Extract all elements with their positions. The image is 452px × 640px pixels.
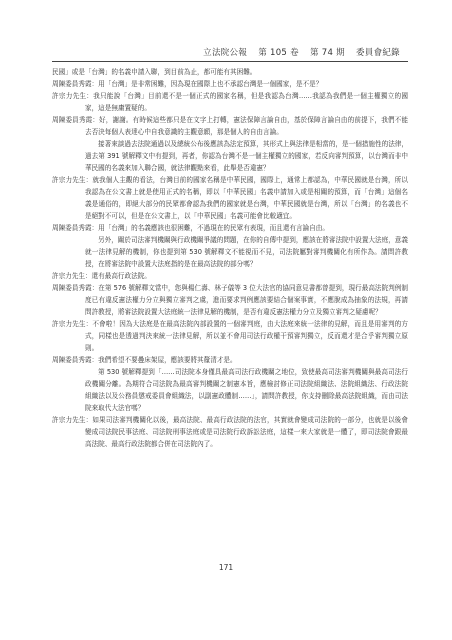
paragraph: 接著來談過去法院通過以及總統公布後應該為法定預算，其形式上與法律是相當的，是一個措施性的法律，過去第 391 號解釋文中有提到，再者，你認為台灣不是一個主權獨立的國家，若反向審判預算，以台灣而非中華民國的名義來加入聯合國，就法律觀點來看，此舉是否違憲？ [85, 140, 408, 172]
volume-number: 第 105 卷 [258, 48, 299, 58]
transcript-body [52, 66, 408, 450]
paragraph: 許宗力先生：就我個人主觀的看法，台灣目前的國家名稱是中華民國，國際上，通常上都認為，中華民國就是台灣，所以我認為在公文書上就是使用正式的名稱，即以「中華民國」名義申請加入或是相關的預算，而「台灣」這個名義是通俗的，即絕大部分的民眾都會認為我們的國家就是台灣，中華民國就是台灣，所以「台灣」的名義也不是絕對不可以，但是在公文書上，以「中華民國」名義可能會比較適宜。 [52, 176, 408, 220]
paragraph: 周陳委員秀霞：好，謝謝。有時候這些都只是在文字上打轉，憲法保障言論自由，基於保障言論自由的前提下，我們不能去否決每個人表達心中自我意識的主觀意願，那是個人的自由言論。 [52, 116, 408, 136]
paragraph: 周陳委員秀霞：我們希望不要疊床架屋，應該要將其釐清才是。 [52, 356, 237, 364]
issue-number: 第 74 期 [309, 48, 345, 58]
paragraph: 第 530 號解釋提到「……司法院本身僅具最高司法行政機關之地位，致使最高司法審判機關與最高司法行政機關分離。為期符合司法院為最高審判機關之制憲本旨，應檢討修正司法院組織法、法院組織法、行政法院組織法以及公務員懲戒委員會組織法，以副憲政體制……」，請問許教授，你支持刪除最高法院組織，而由司法院來取代大法官嗎？ [85, 368, 408, 412]
section-name: 委員會紀錄 [355, 48, 400, 58]
page-number: 171 [218, 563, 234, 572]
publication-name: 立法院公報 [203, 48, 248, 58]
paragraph: 許宗力先生：還有最高行政法院。 [52, 272, 151, 280]
paragraph: 許宗力先生：如果司法審判機關化以後，最高法院、最高行政法院的法官，其實就會變成司法院的一部分，也就是以後會變成司法院民事法庭、司法院刑事法庭或是司法院行政訴訟法庭，這樣一來大家就是一體了，即司法院會跟最高法院、最高行政法院都合併在司法院內了。 [52, 416, 408, 448]
paragraph: 周陳委員秀霞：在第 576 號解釋文當中，您與楊仁壽、林子儀等 3 位大法官的協同意見書都曾提到，現行最高法院判例制度已有違反憲法權力分立與獨立審判之虞，進而要求判例應該要結合個案事實，不應脫成為抽象的法規，再請問許教授，將審法院設置大法庭統一法律見解的機制，是否有違反憲法權力分立及獨立審判之疑慮呢？ [52, 284, 408, 316]
paragraph: 民國」或是「台灣」的名義申請入聯，到目前為止，都可能有其困難。 [52, 68, 257, 76]
page-header [195, 46, 400, 58]
paragraph: 另外，關於司法審判機關與行政機關爭議的問題，在你的自傳中提到，應該在將審法院中設置大法庭，意義就一法律見解的機制，你也提到第 530 號解釋文不能視而不見，司法院屬對審判機關化有所作為。請問許教授，在將審法院中設置大法庭指的是在最高法院的部分嗎？ [85, 236, 408, 268]
paragraph: 周陳委員秀霞：用「台灣」是非常困難，因為現在國際上也不承認台灣是一個國家，是不是？ [52, 80, 323, 88]
paragraph: 周陳委員秀霞：用「台灣」的名義應該也很困難，不過現在的民眾有表現，而且還有言論自由。 [52, 224, 329, 232]
paragraph: 許宗力先生：我只能說「台灣」目前還不是一個正式的國家名稱，但是我認為台灣……我認為我們是一個主權獨立的國家，這是無庸置疑的。 [52, 92, 408, 112]
paragraph: 許宗力先生：不會啦！因為大法庭是在最高法院內部設置的一個審判庭，由大法庭來統一法律的見解，而且是用審判的方式，同樣也是透過判決來統一法律見解，所以並不會用司法行政權干預審判獨立，反而還才是合乎審判獨立原則。 [52, 320, 408, 352]
header-rule [52, 61, 408, 62]
